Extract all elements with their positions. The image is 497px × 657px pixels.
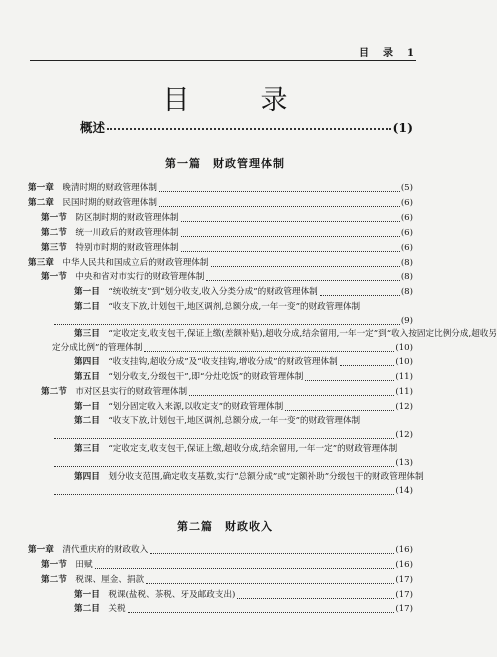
dot-leader	[159, 190, 400, 192]
toc-entry-text: “定收定支,收支包干,保证上缴,超收分成,结余留用,一年一定”的财政管理体制	[108, 444, 398, 454]
toc-entry[interactable]	[41, 272, 413, 283]
toc-entry-page: (16)	[395, 560, 413, 570]
toc-entry-page: (6)	[400, 213, 413, 223]
toc-entry-page: (6)	[400, 243, 413, 253]
dot-leader	[150, 552, 394, 554]
toc-entry-page: (5)	[400, 183, 413, 193]
toc-entry-text: 中华人民共和国成立后的财政管理体制	[62, 258, 209, 268]
dot-leader	[189, 394, 394, 396]
toc-entry-page: (14)	[395, 486, 413, 496]
toc-entry-text: “定收定支,收支包干,保证上缴(差额补贴),超收分成,结余留用,一年一定”到“收入按固定比例分成,超收另	[108, 329, 497, 339]
toc-entry-line[interactable]	[74, 444, 397, 455]
toc-entry-text: “收支下放,计划包干,地区调剂,总额分成,一年一变”的财政管理体制	[108, 416, 361, 426]
toc-entry-page: (12)	[395, 430, 413, 440]
toc-entry-text: 特别市时期的财政管理体制	[75, 243, 179, 253]
toc-entry[interactable]	[28, 258, 413, 269]
toc-entry-page: (13)	[395, 458, 413, 468]
dot-leader	[159, 205, 400, 207]
toc-entry-number: 第一目	[74, 287, 109, 297]
toc-entry-page: (6)	[400, 198, 413, 208]
dot-leader	[95, 567, 395, 569]
toc-entry-text: “收支下放,计划包干,地区调剂,总额分成,一年一变”的财政管理体制	[108, 302, 361, 312]
toc-entry[interactable]	[28, 198, 413, 209]
toc-entry-text: 防区制时期的财政管理体制	[75, 213, 179, 223]
dot-leader	[181, 220, 400, 222]
dot-leader	[107, 127, 391, 130]
toc-entry[interactable]	[74, 590, 413, 601]
toc-entry-page: (17)	[395, 590, 413, 600]
toc-entry-number: 第三目	[74, 444, 109, 454]
toc-entry-line[interactable]	[74, 472, 424, 483]
toc-entry[interactable]	[41, 213, 413, 224]
toc-entry-number: 第二目	[74, 416, 109, 426]
toc-entry-page: (10)	[395, 343, 413, 353]
toc-entry-page: (8)	[400, 258, 413, 268]
toc-entry-text: 民国时期的财政管理体制	[62, 198, 157, 208]
toc-entry-line[interactable]	[74, 329, 497, 340]
dot-leader	[54, 493, 394, 495]
toc-entry-number: 第一节	[41, 272, 76, 282]
toc-entry-number: 第五目	[74, 372, 109, 382]
toc-entry-label: 概述	[80, 120, 106, 135]
toc-entry-text: “划分收支,分级包干”,即“分灶吃饭”的财政管理体制	[108, 372, 304, 382]
toc-entry-number: 第二节	[41, 575, 76, 585]
toc-entry-number: 第一节	[41, 213, 76, 223]
toc-entry-number: 第三章	[28, 258, 63, 268]
toc-entry-number: 第一目	[74, 590, 109, 600]
toc-entry-number: 第二目	[74, 302, 109, 312]
toc-entry-text: 中央和省对市实行的财政管理体制	[75, 272, 205, 282]
toc-entry-number: 第一节	[41, 560, 76, 570]
toc-entry[interactable]	[41, 228, 413, 239]
toc-entry-text: 晚清时期的财政管理体制	[62, 183, 157, 193]
toc-entry-number: 第一章	[28, 183, 63, 193]
dot-leader	[181, 250, 400, 252]
toc-entry-number: 第二章	[28, 198, 63, 208]
toc-entry-page: (17)	[395, 604, 413, 614]
dot-leader	[237, 597, 394, 599]
dot-leader	[340, 364, 395, 366]
toc-entry-number: 第一章	[28, 545, 63, 555]
toc-entry-number: 第二节	[41, 387, 76, 397]
toc-entry-number: 第一目	[74, 402, 109, 412]
dot-leader	[54, 465, 394, 467]
toc-entry-overview[interactable]	[80, 122, 413, 133]
toc-entry-text: “划分固定收入来源,以收定支”的财政管理体制	[108, 402, 284, 412]
toc-entry-number: 第二目	[74, 604, 109, 614]
toc-entry[interactable]	[74, 604, 413, 615]
toc-entry-page: (9)	[400, 316, 413, 326]
toc-entry-number: 第四目	[74, 357, 109, 367]
toc-entry-text: 统一川政后的财政管理体制	[75, 228, 179, 238]
toc-entry[interactable]	[52, 316, 413, 327]
toc-entry[interactable]	[74, 402, 413, 413]
toc-entry-number: 第三节	[41, 243, 76, 253]
part-title: 第二篇 财政收入	[177, 520, 273, 533]
toc-entry-line[interactable]	[74, 302, 360, 313]
toc-entry-page: (8)	[400, 287, 413, 297]
toc-entry-text: 市对区县实行的财政管理体制	[75, 387, 188, 397]
toc-entry[interactable]	[28, 545, 413, 556]
running-header: 目 录 1	[359, 48, 416, 59]
toc-entry-text: “收支挂钩,超收分成”及“收支挂钩,增收分成”的财政管理体制	[108, 357, 338, 367]
dot-leader	[211, 265, 400, 267]
dot-leader	[285, 409, 394, 411]
toc-entry-page: (6)	[400, 228, 413, 238]
toc-entry[interactable]	[74, 372, 413, 383]
toc-entry[interactable]	[52, 486, 413, 497]
toc-entry-page: (11)	[395, 387, 413, 397]
dot-leader	[146, 582, 394, 584]
toc-entry[interactable]	[41, 560, 413, 571]
toc-entry[interactable]	[52, 458, 413, 469]
toc-entry[interactable]	[41, 575, 413, 586]
toc-entry-line[interactable]	[74, 416, 360, 427]
dot-leader	[54, 323, 400, 325]
toc-entry[interactable]	[41, 243, 413, 254]
toc-entry-page: (12)	[395, 402, 413, 412]
toc-entry-page: (11)	[395, 372, 413, 382]
toc-entry-number: 第二节	[41, 228, 76, 238]
toc-entry[interactable]	[52, 430, 413, 441]
toc-entry-page: (8)	[400, 272, 413, 282]
dot-leader	[206, 279, 400, 281]
toc-entry[interactable]	[41, 387, 413, 398]
toc-entry-page: (16)	[395, 545, 413, 555]
toc-entry-page: (17)	[395, 575, 413, 585]
toc-entry[interactable]	[74, 287, 413, 298]
toc-entry[interactable]	[28, 183, 413, 194]
toc-entry[interactable]	[74, 357, 413, 368]
toc-entry-page: (1)	[392, 120, 413, 135]
toc-entry-text: 税课(盐税、茶税、牙及邮政支出)	[108, 590, 236, 600]
toc-entry-text: 定分成比例”的管理体制	[52, 343, 143, 353]
toc-entry-text: 田赋	[75, 560, 93, 570]
toc-entry-number: 第三目	[74, 329, 109, 339]
dot-leader	[128, 611, 395, 613]
dot-leader	[181, 235, 400, 237]
dot-leader	[144, 350, 394, 352]
part-title: 第一篇 财政管理体制	[165, 157, 285, 170]
toc-entry-text: 关税	[108, 604, 126, 614]
page-title: 目 录	[162, 85, 310, 116]
toc-entry-text: “统收统支”到“划分收支,收入分类分成”的财政管理体制	[108, 287, 318, 297]
dot-leader	[305, 379, 394, 381]
dot-leader	[320, 294, 400, 296]
toc-entry-text: 税课、厘金、捐款	[75, 575, 145, 585]
toc-entry-number: 第四目	[74, 472, 109, 482]
toc-entry-text: 划分收支范围,确定收支基数,实行“总额分成”或“定额补助”分级包干的财政管理体制	[108, 472, 424, 482]
toc-entry-page: (10)	[395, 357, 413, 367]
dot-leader	[54, 437, 394, 439]
toc-entry[interactable]	[52, 343, 413, 354]
toc-entry-text: 清代重庆府的财政收入	[62, 545, 149, 555]
